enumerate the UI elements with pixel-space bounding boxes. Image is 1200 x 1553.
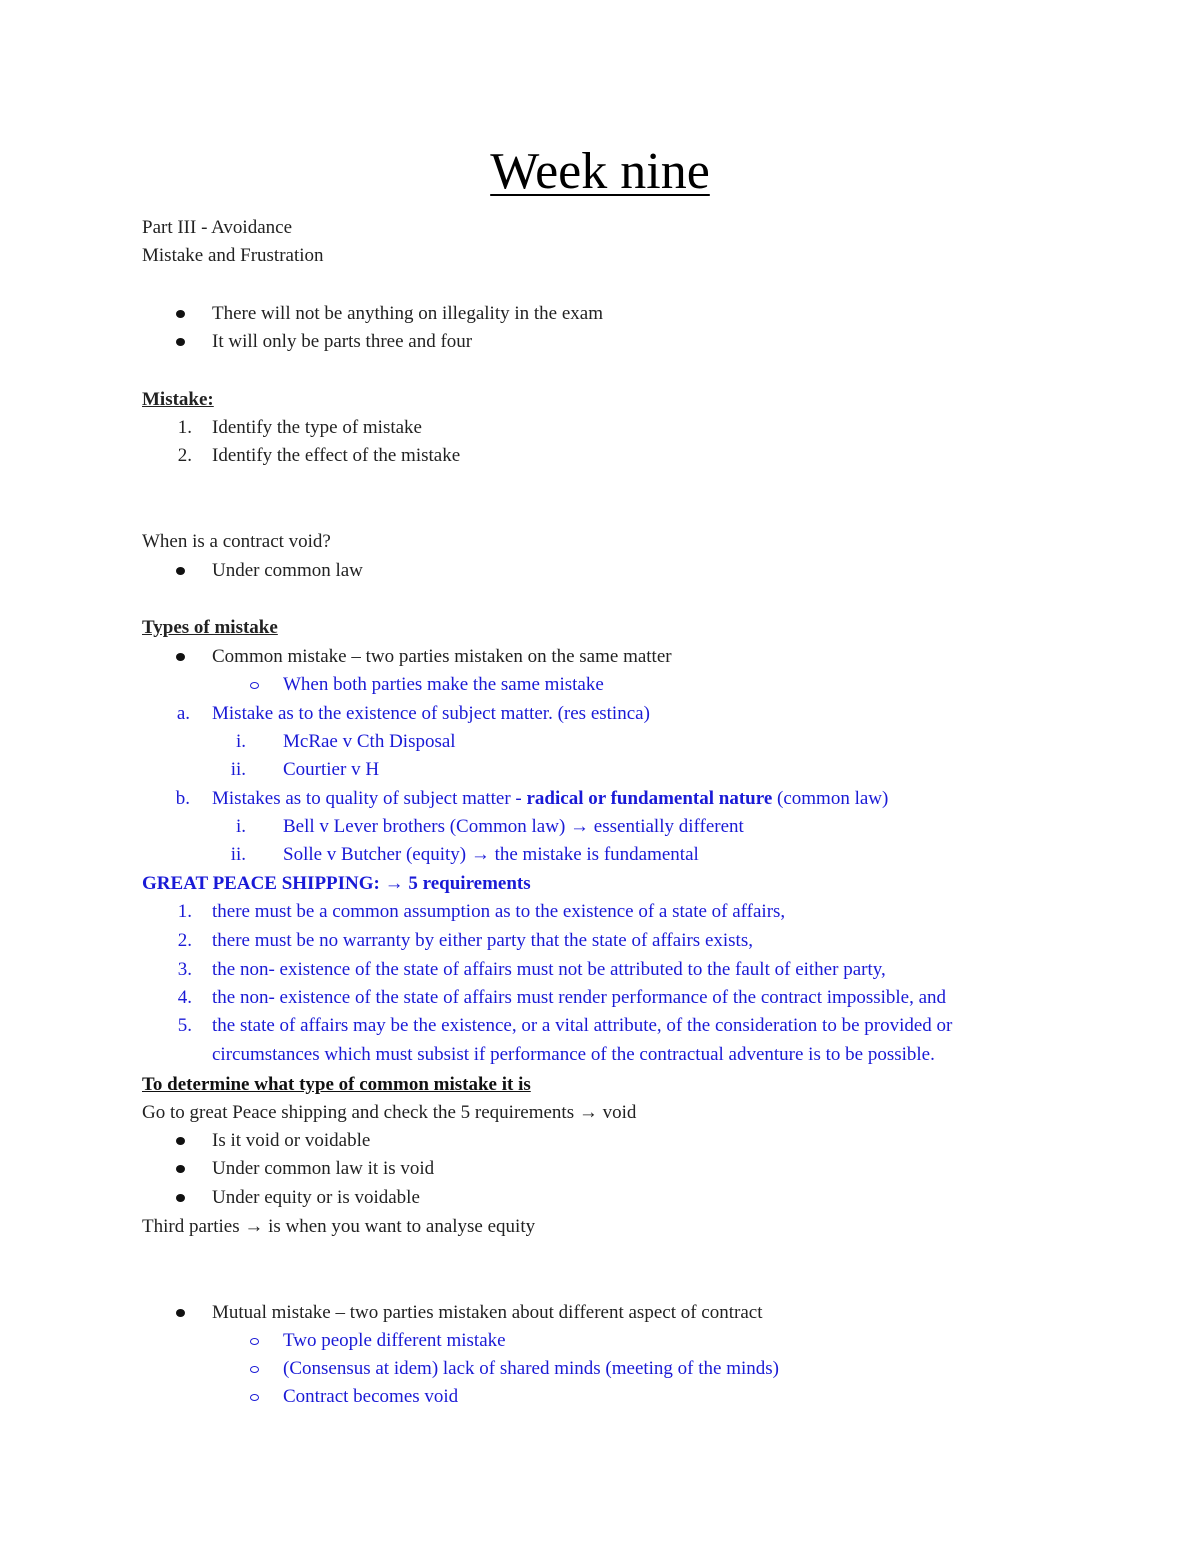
- circle-bullet-icon: [250, 1394, 259, 1401]
- case-item: Courtier v H: [283, 759, 380, 780]
- list-roman: ii.: [230, 844, 246, 865]
- bullet-icon: [176, 1137, 185, 1145]
- list-item: It will only be parts three and four: [212, 331, 473, 352]
- requirement-item: there must be no warranty by either party that the state of affairs exists,: [212, 930, 753, 951]
- void-question: When is a contract void?: [142, 531, 331, 552]
- topic-heading: Mistake and Frustration: [142, 245, 324, 266]
- list-roman: i.: [235, 816, 246, 837]
- part-heading: Part III - Avoidance: [142, 217, 293, 238]
- list-item: Common mistake – two parties mistaken on the same matter: [212, 646, 672, 667]
- list-number: 2.: [177, 930, 192, 951]
- list-item: When both parties make the same mistake: [283, 674, 604, 695]
- list-roman: i.: [235, 731, 246, 752]
- bullet-icon: [176, 653, 185, 661]
- determine-line: Go to great Peace shipping and check the 5 requirements → void: [142, 1102, 637, 1123]
- bullet-icon: [176, 1194, 185, 1202]
- list-number: 1.: [177, 901, 192, 922]
- requirement-item-continued: circumstances which must subsist if performance of the contractual adventure is to be possible.: [212, 1044, 935, 1065]
- case-item: McRae v Cth Disposal: [283, 731, 456, 752]
- page-title: Week nine: [490, 143, 710, 200]
- list-letter: a.: [176, 703, 190, 724]
- list-item: Under equity or is voidable: [212, 1187, 420, 1208]
- case-item: Solle v Butcher (equity) → the mistake is fundamental: [283, 844, 699, 865]
- requirement-item: there must be a common assumption as to the existence of a state of affairs,: [212, 901, 786, 922]
- list-item: There will not be anything on illegality in the exam: [212, 303, 603, 324]
- mistake-heading: Mistake:: [142, 389, 214, 410]
- list-item: Is it void or voidable: [212, 1130, 371, 1151]
- circle-bullet-icon: [250, 1338, 259, 1345]
- list-roman: ii.: [230, 759, 246, 780]
- determine-heading: To determine what type of common mistake it is: [142, 1074, 531, 1095]
- list-number: 4.: [177, 987, 192, 1008]
- list-item: (Consensus at idem) lack of shared minds (meeting of the minds): [283, 1358, 780, 1379]
- bullet-icon: [176, 338, 185, 346]
- third-parties-line: Third parties → is when you want to analyse equity: [142, 1216, 536, 1237]
- list-item: Identify the effect of the mistake: [212, 445, 461, 466]
- list-letter: b.: [175, 788, 190, 809]
- great-peace-heading: GREAT PEACE SHIPPING: → 5 requirements: [142, 873, 531, 894]
- circle-bullet-icon: [250, 1366, 259, 1373]
- text-segment: (common law): [772, 788, 889, 809]
- list-item: [212, 785, 888, 813]
- bullet-icon: [176, 310, 185, 318]
- bullet-icon: [176, 567, 185, 575]
- list-item: Under common law: [212, 560, 363, 581]
- bold-segment: radical or fundamental nature: [526, 788, 773, 809]
- list-number: 2.: [177, 445, 192, 466]
- list-item: Mistake as to the existence of subject matter. (res estinca): [212, 703, 650, 724]
- list-item: Under common law it is void: [212, 1158, 435, 1179]
- requirement-item: the non- existence of the state of affairs must not be attributed to the fault of either party,: [212, 959, 886, 980]
- list-item: Two people different mistake: [283, 1330, 506, 1351]
- text-segment: Mistakes as to quality of subject matter -: [212, 788, 527, 809]
- list-number: 5.: [177, 1015, 192, 1036]
- list-item: Identify the type of mistake: [212, 417, 422, 438]
- bullet-icon: [176, 1309, 185, 1317]
- bullet-icon: [176, 1165, 185, 1173]
- list-item: Mutual mistake – two parties mistaken about different aspect of contract: [212, 1302, 763, 1323]
- requirement-item: the state of affairs may be the existence, or a vital attribute, of the consideration to be provided or: [212, 1015, 953, 1036]
- case-item: Bell v Lever brothers (Common law) → essentially different: [283, 816, 744, 837]
- list-item: Contract becomes void: [283, 1386, 459, 1407]
- requirement-item: the non- existence of the state of affairs must render performance of the contract impossible, and: [212, 987, 947, 1008]
- circle-bullet-icon: [250, 682, 259, 689]
- list-number: 3.: [177, 959, 192, 980]
- types-heading: Types of mistake: [142, 617, 278, 638]
- list-number: 1.: [177, 417, 192, 438]
